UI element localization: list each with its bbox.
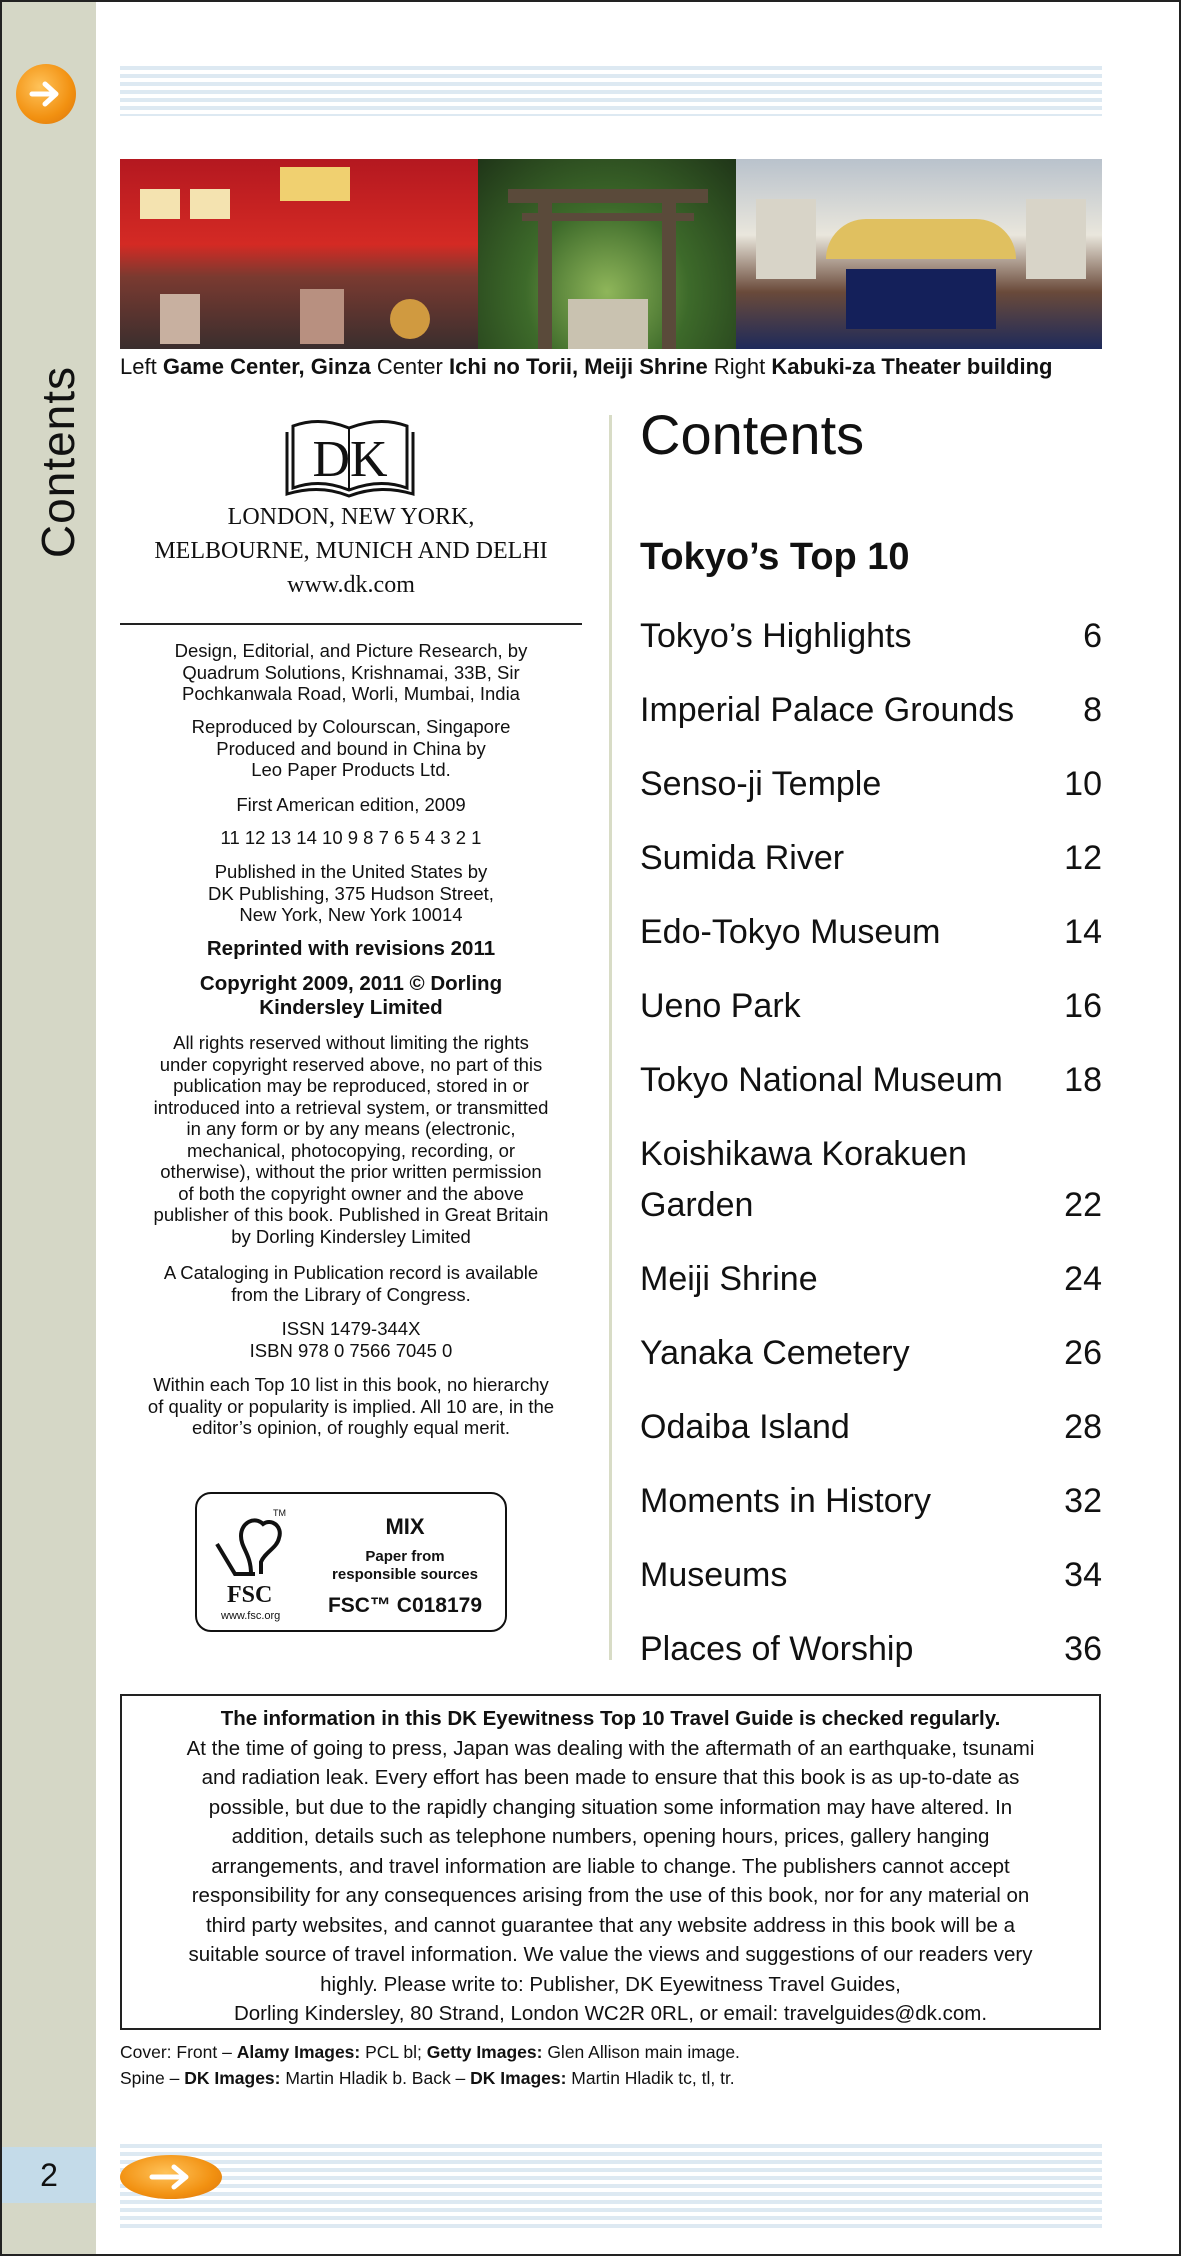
imprint-reproduced: Reproduced by Colourscan, Singapore Produced and bound in China by Leo Paper Products Ltd.: [191, 716, 511, 780]
column-divider: [609, 415, 612, 1660]
side-title: Contents: [32, 365, 84, 559]
fsc-paper-text: Paper from responsible sources: [332, 1548, 478, 1583]
svg-text:TM: TM: [273, 1508, 286, 1518]
toc-entry[interactable]: Yanaka Cemetery 26: [640, 1334, 1102, 1372]
toc-entry[interactable]: Ueno Park 16: [640, 987, 1102, 1025]
imprint-rights: All rights reserved without limiting the rights under copyright reserved above, no part of this publication may be reproduced, stored in or introduced into a retrieval system, or transmitted in any form or by any means (electronic, mechanical, photocopying, recording, or otherwise), without the prior written permission of both the copyright owner and the above publisher of this book. Published in Great Britain by Dorling Kindersley Limited: [153, 1032, 549, 1247]
notice-line: highly. Please write to: Publisher, DK Eyewitness Travel Guides,: [320, 1972, 901, 1996]
meiji-shrine-torii-photo: [478, 159, 736, 349]
notice-line: Dorling Kindersley, 80 Strand, London WC2R 0RL, or email: travelguides@dk.com.: [233, 2002, 988, 2025]
imprint-design: Design, Editorial, and Picture Research, by Quadrum Solutions, Krishnamai, 33B, Sir Pochkanwala Road, Worli, Mumbai, India: [174, 640, 528, 704]
imprint-copyright: Copyright 2009, 2011 © Dorling Kindersley Limited: [199, 972, 503, 1019]
toc-entry[interactable]: Moments in History 32: [640, 1482, 1102, 1520]
notice-line: possible, but due to the rapidly changing situation some information may have altered. In: [208, 1795, 1013, 1819]
top-stripe-band: [120, 66, 1102, 116]
photo-caption: Left Game Center, Ginza Center Ichi no Torii, Meiji Shrine Right Kabuki-za Theater building: [120, 354, 1053, 379]
fsc-url: www.fsc.org: [221, 1610, 281, 1622]
publisher-website[interactable]: www.dk.com: [287, 572, 415, 598]
publisher-cities-1: LONDON, NEW YORK,: [227, 504, 475, 530]
divider: [120, 623, 582, 625]
spine-credits: Spine – DK Images: Martin Hladik b. Back – DK Images: Martin Hladik tc, tl, tr.: [120, 2068, 735, 2088]
imprint-cataloging: A Cataloging in Publication record is available from the Library of Congress.: [163, 1262, 539, 1305]
toc-entry[interactable]: Koishikawa Korakuen Garden 22: [640, 1135, 1102, 1224]
right-arrow-icon[interactable]: [120, 2155, 222, 2199]
toc-entry[interactable]: Tokyo’s Highlights 6: [640, 617, 1102, 655]
cover-credits: Cover: Front – Alamy Images: PCL bl; Getty Images: Glen Allison main image.: [120, 2042, 740, 2062]
imprint-published: Published in the United States by DK Publishing, 375 Hudson Street, New York, New York 10014: [208, 861, 494, 925]
toc-entry[interactable]: Museums 34: [640, 1556, 1102, 1594]
fsc-tree-icon: [211, 1504, 295, 1586]
side-strip: [2, 2, 96, 2256]
imprint-edition: First American edition, 2009: [236, 794, 466, 815]
notice-box: [120, 1694, 1101, 2030]
page-number: 2: [2, 2147, 96, 2203]
toc-entry[interactable]: Imperial Palace Grounds 8: [640, 691, 1102, 729]
contents-heading: Contents: [640, 403, 865, 466]
publisher-cities-2: MELBOURNE, MUNICH AND DELHI: [154, 538, 548, 564]
notice-line: addition, details such as telephone numbers, opening hours, prices, gallery hanging: [231, 1825, 990, 1848]
imprint-note: Within each Top 10 list in this book, no hierarchy of quality or popularity is implied. All 10 are, in the editor’s opinion, of roughly equal merit.: [147, 1374, 555, 1438]
notice-line: At the time of going to press, Japan was dealing with the aftermath of an earthquake, tsunami: [186, 1736, 1035, 1760]
toc-entry[interactable]: Places of Worship 36: [640, 1630, 1102, 1668]
notice-title: The information in this DK Eyewitness Top 10 Travel Guide is checked regularly.: [220, 1707, 1001, 1730]
imprint-print-line: 11 12 13 14 10 9 8 7 6 5 4 3 2 1: [220, 827, 482, 848]
notice-line: third party websites, and cannot guarantee that any website address in this book will be a: [205, 1913, 1016, 1937]
bottom-stripe-band: [120, 2144, 1102, 2232]
section-heading: Tokyo’s Top 10: [640, 536, 910, 578]
photo-strip: [120, 159, 1102, 349]
fsc-code: FSC™ C018179: [327, 1594, 483, 1617]
kabuki-za-theater-photo: [736, 159, 1102, 349]
toc-entry[interactable]: Odaiba Island 28: [640, 1408, 1102, 1446]
imprint-issn-isbn: ISSN 1479-344X ISBN 978 0 7566 7045 0: [249, 1318, 453, 1361]
notice-line: suitable source of travel information. We value the views and suggestions of our readers very: [188, 1943, 1033, 1966]
toc-entry[interactable]: Meiji Shrine 24: [640, 1260, 1102, 1298]
fsc-mix: MIX: [385, 1514, 425, 1539]
imprint-reprinted: Reprinted with revisions 2011: [206, 937, 496, 960]
toc-entry[interactable]: Edo-Tokyo Museum 14: [640, 913, 1102, 951]
notice-line: responsibility for any consequences arising from the use of this book, nor for any material on: [191, 1884, 1030, 1907]
notice-line: and radiation leak. Every effort has been made to ensure that this book is as up-to-date as: [201, 1766, 1020, 1789]
toc-entry[interactable]: Tokyo National Museum 18: [640, 1061, 1102, 1099]
game-center-photo: [120, 159, 478, 349]
notice-line: arrangements, and travel information are liable to change. The publishers cannot accept: [211, 1854, 1010, 1878]
fsc-certification-badge: [195, 1492, 507, 1632]
toc-entry[interactable]: Senso-ji Temple 10: [640, 765, 1102, 803]
toc-entry[interactable]: Sumida River 12: [640, 839, 1102, 877]
svg-text:DK: DK: [312, 431, 388, 488]
right-arrow-icon[interactable]: [16, 64, 76, 124]
fsc-label: FSC: [227, 1582, 273, 1608]
dk-logo: [285, 414, 415, 498]
